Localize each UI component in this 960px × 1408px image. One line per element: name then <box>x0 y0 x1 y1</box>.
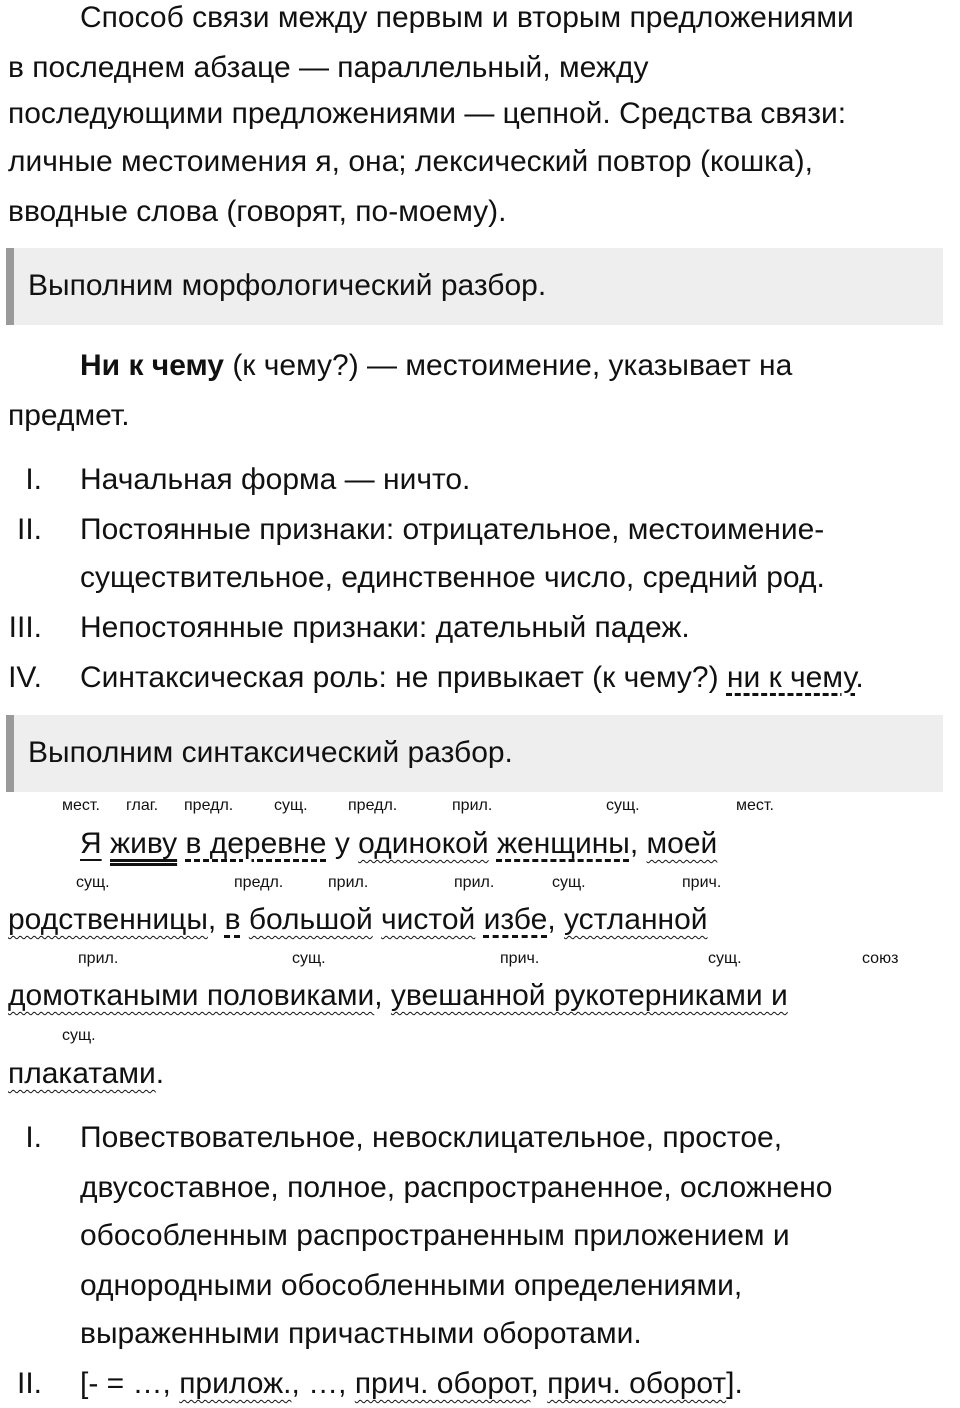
word-participle-phrase-2: увешанной рукотерниками и <box>390 979 788 1012</box>
word-punct-3: , <box>547 903 565 936</box>
synt-item-1-line-3: обособленным распространенным приложением и <box>80 1219 790 1252</box>
morph-item-2-text-cont: существительное, единственное число, средний род. <box>80 561 825 594</box>
morph-item-4-end: . <box>855 661 864 694</box>
tag-1-3: предл. <box>184 797 234 814</box>
heading-syntactic-text: Выполним синтаксический разбор. <box>28 736 513 769</box>
heading-morphological-text: Выполним морфологический разбор. <box>28 269 547 302</box>
word-punct-1: , <box>629 827 647 860</box>
morph-line-2: предмет. <box>8 399 130 432</box>
tag-1-2: глаг. <box>126 797 159 814</box>
synt-item-1-line-2: двусоставное, полное, распространенное, осложнено <box>80 1171 833 1204</box>
heading-syntactic <box>6 715 943 792</box>
morph-item-4-number: IV. <box>8 661 42 694</box>
morph-item-2-text: Постоянные признаки: отрицательное, местоимение- <box>80 513 825 546</box>
intro-line-4: личные местоимения я, она; лексический повтор (кошка), <box>8 145 813 178</box>
morph-item-4-text <box>80 654 864 702</box>
synt-item-2-number: II. <box>16 1367 42 1400</box>
heading-morphological <box>6 248 943 325</box>
morph-item-2-number: II. <box>16 513 42 546</box>
tag-1-1: мест. <box>62 797 100 814</box>
word-adverbial-1: в деревне <box>185 827 327 860</box>
synt-item-1-number: I. <box>25 1121 42 1154</box>
word-object-1: женщины <box>496 827 630 860</box>
morph-item-3-number: III. <box>8 611 42 644</box>
word-predicate: живу <box>110 827 178 860</box>
synt-item-2-scheme <box>80 1360 743 1408</box>
morph-item-4-lead: Синтаксическая роль: не привыкает (к чему?) <box>80 661 727 694</box>
intro-line-5: вводные слова (говорят, по-моему). <box>8 195 507 228</box>
sentence-line-4 <box>8 1050 164 1098</box>
word-appositive: родственницы <box>8 903 208 936</box>
word-attr-2: моей <box>646 827 718 860</box>
tag-1-7: сущ. <box>606 797 640 814</box>
word-plain-1: у <box>326 827 359 860</box>
scheme-participle-2: прич. оборот <box>547 1367 727 1400</box>
word-punct-2: , <box>207 903 225 936</box>
tag-1-5: предл. <box>348 797 398 814</box>
tag-2-2: предл. <box>234 874 284 891</box>
morph-word: Ни к чему <box>80 349 224 382</box>
word-attr-4: чистой <box>381 903 476 936</box>
synt-item-1-line-1: Повествовательное, невосклицательное, простое, <box>80 1121 783 1154</box>
tag-4-1: сущ. <box>62 1027 96 1044</box>
sentence-line-2 <box>8 896 708 944</box>
tag-2-6: прич. <box>682 874 722 891</box>
word-attr-3: большой <box>248 903 373 936</box>
word-punct-4: , <box>374 979 391 1012</box>
tag-3-1: прил. <box>78 950 119 967</box>
word-participle-1: устланной <box>564 903 708 936</box>
tag-2-3: прил. <box>328 874 369 891</box>
word-adverbial-2: избе <box>483 903 548 936</box>
synt-item-1-line-5: выраженными причастными оборотами. <box>80 1317 642 1350</box>
scheme-part-7: ]. <box>726 1367 743 1400</box>
tag-1-6: прил. <box>452 797 493 814</box>
scheme-part-5: , <box>530 1367 548 1400</box>
word-subject: Я <box>80 827 102 860</box>
morph-item-1-text: Начальная форма — ничто. <box>80 463 471 496</box>
morph-line-1-rest: (к чему?) — местоимение, указывает на <box>223 349 793 382</box>
word-participle-phrase-1: домоткаными половиками <box>8 979 375 1012</box>
word-attr-1: одинокой <box>358 827 489 860</box>
tag-1-4: сущ. <box>274 797 308 814</box>
tag-3-5: союз <box>862 950 899 967</box>
tag-3-2: сущ. <box>292 950 326 967</box>
intro-line-3: последующими предложениями — цепной. Средства связи: <box>8 97 847 130</box>
synt-item-1-line-4: однородными обособленными определениями, <box>80 1269 743 1302</box>
intro-line-2: в последнем абзаце — параллельный, между <box>8 51 649 84</box>
morph-item-3-text: Непостоянные признаки: дательный падеж. <box>80 611 690 644</box>
tag-3-4: сущ. <box>708 950 742 967</box>
word-participle-phrase-3: плакатами <box>8 1057 156 1090</box>
sentence-line-1 <box>80 820 717 868</box>
morph-item-1-number: I. <box>25 463 42 496</box>
scheme-participle-1: прич. оборот <box>354 1367 531 1400</box>
sentence-line-3 <box>8 972 788 1020</box>
scheme-part-1: [- = …, <box>80 1367 180 1400</box>
word-preposition: в <box>224 903 241 936</box>
word-punct-5: . <box>155 1057 165 1090</box>
morph-item-4-object: ни к чему <box>726 661 856 694</box>
tag-1-8: мест. <box>736 797 774 814</box>
tag-2-1: сущ. <box>76 874 110 891</box>
morph-line-1 <box>80 342 792 390</box>
tag-3-3: прич. <box>500 950 540 967</box>
intro-line-1: Способ связи между первым и вторым предложениями <box>80 1 854 34</box>
tag-2-4: прил. <box>454 874 495 891</box>
scheme-part-3: , …, <box>291 1367 355 1400</box>
scheme-appositive: прилож. <box>179 1367 292 1400</box>
tag-2-5: сущ. <box>552 874 586 891</box>
